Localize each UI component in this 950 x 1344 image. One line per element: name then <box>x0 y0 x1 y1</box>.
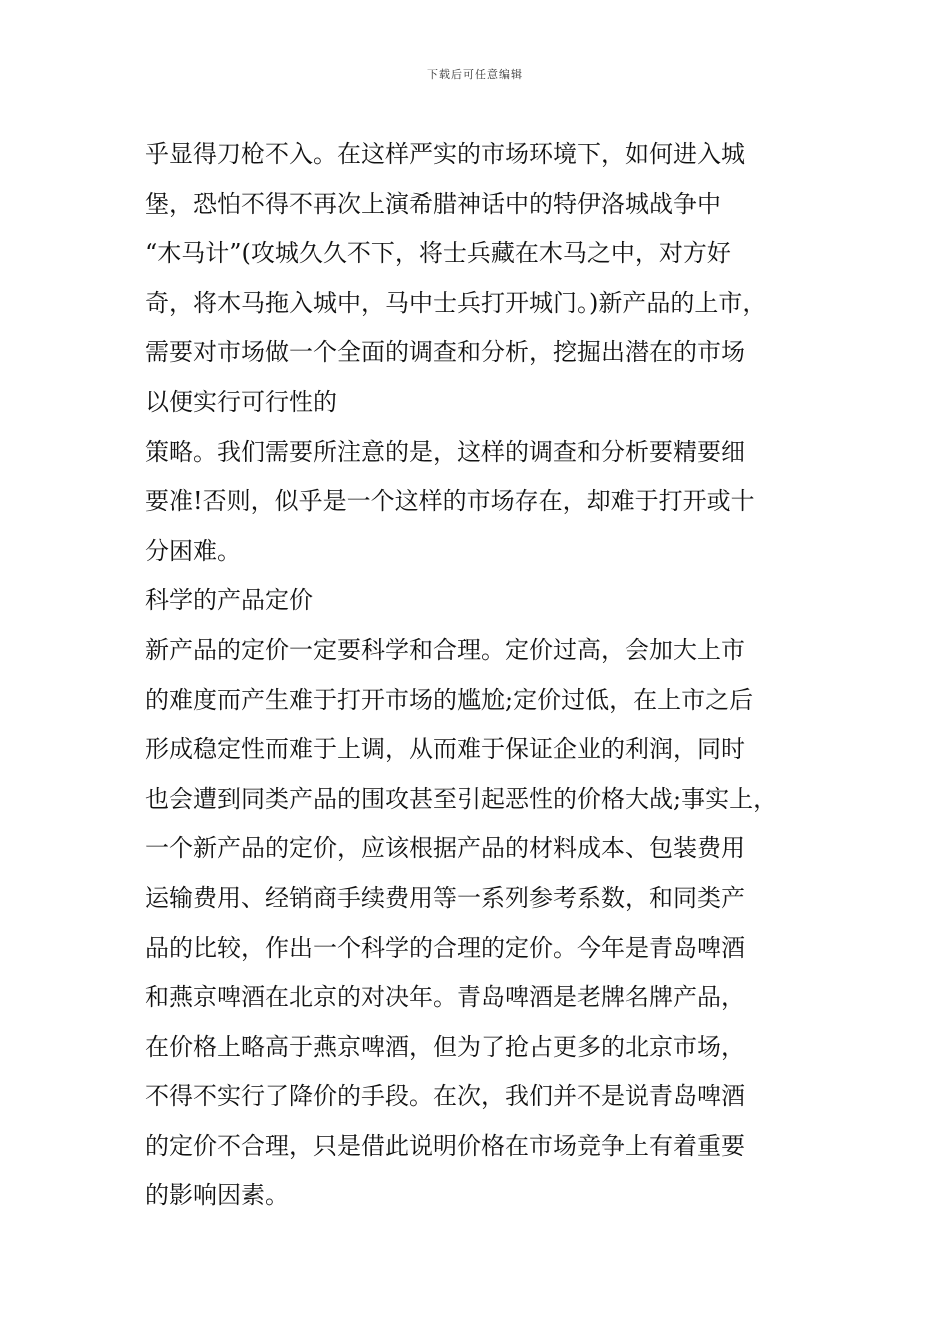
text-line: 形成稳定性而难于上调，从而难于保证企业的利润，同时 <box>145 735 745 764</box>
text-line: 品的比较，作出一个科学的合理的定价。今年是青岛啤酒 <box>145 933 745 962</box>
text-line: 和燕京啤酒在北京的对决年。青岛啤酒是老牌名牌产品， <box>145 983 745 1012</box>
text-line: 的难度而产生难于打开市场的尴尬;定价过低，在上市之后 <box>145 685 754 714</box>
text-line: 堡，恐怕不得不再次上演希腊神话中的特伊洛城战争中 <box>145 189 721 218</box>
text-line: 的定价不合理，只是借此说明价格在市场竞争上有着重要 <box>145 1131 745 1160</box>
page-header: 下载后可任意编辑 <box>427 68 523 81</box>
text-line: 不得不实行了降价的手段。在次，我们并不是说青岛啤酒 <box>145 1082 745 1111</box>
text-line: 要准!否则，似乎是一个这样的市场存在，却难于打开或十 <box>145 487 755 516</box>
text-line: 一个新产品的定价，应该根据产品的材料成本、包装费用 <box>145 834 745 863</box>
text-line: 策略。我们需要所注意的是，这样的调查和分析要精要细 <box>145 437 745 466</box>
text-line: 奇，将木马拖入城中，马中士兵打开城门。)新产品的上市， <box>145 288 767 317</box>
text-line: 的影响因素。 <box>145 1181 289 1210</box>
section-heading: 科学的产品定价 <box>145 586 313 615</box>
text-line: “木马计”(攻城久久不下，将士兵藏在木马之中，对方好 <box>145 239 731 268</box>
text-line: 乎显得刀枪不入。在这样严实的市场环境下，如何进入城 <box>145 140 745 168</box>
text-line: 运输费用、经销商手续费用等一系列参考系数，和同类产 <box>145 883 745 912</box>
text-line: 需要对市场做一个全面的调查和分析，挖掘出潜在的市场 <box>145 338 745 367</box>
body-text <box>145 130 815 1221</box>
text-line: 在价格上略高于燕京啤酒，但为了抢占更多的北京市场， <box>145 1032 745 1061</box>
text-line: 也会遭到同类产品的围攻甚至引起恶性的价格大战;事实上， <box>145 784 778 813</box>
text-line: 新产品的定价一定要科学和合理。定价过高，会加大上市 <box>145 635 745 664</box>
text-line: 分困难。 <box>145 536 241 565</box>
text-line: 以便实行可行性的 <box>145 387 337 416</box>
